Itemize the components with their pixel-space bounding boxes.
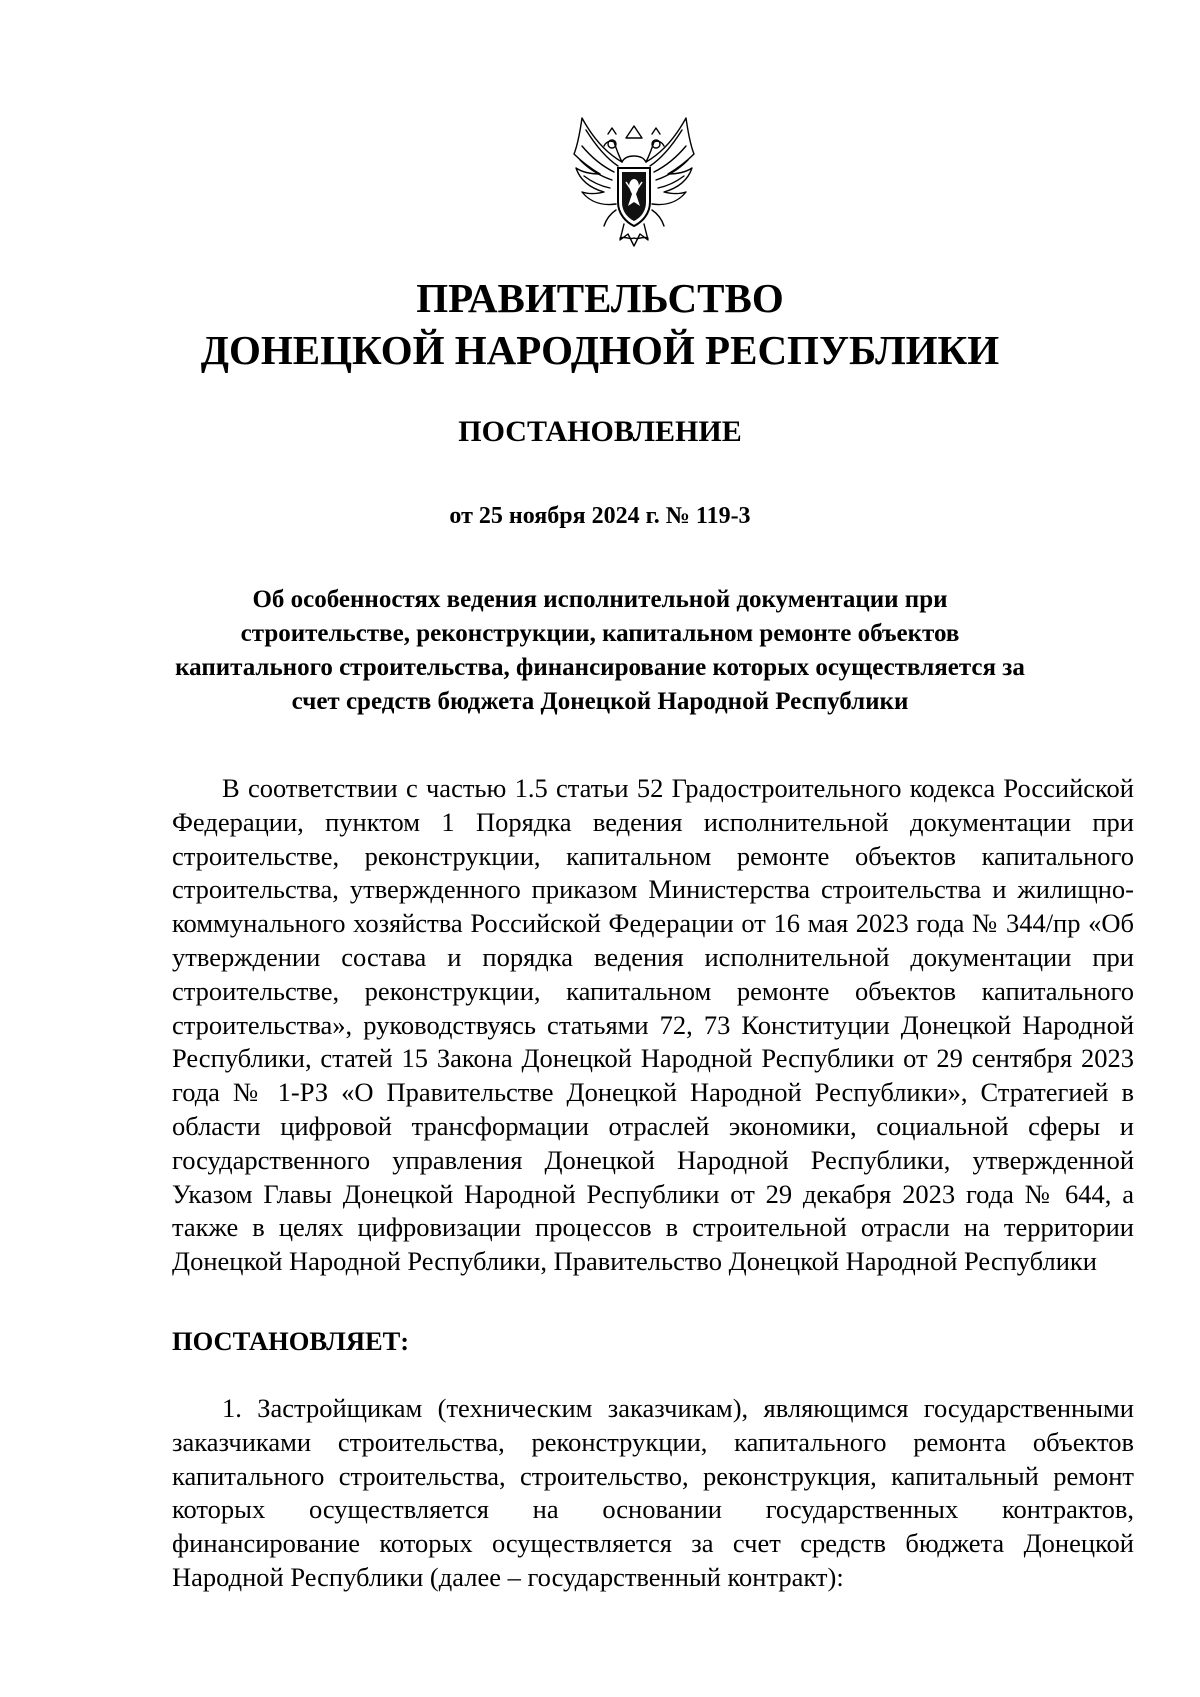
government-line-2: ДОНЕЦКОЙ НАРОДНОЙ РЕСПУБЛИКИ xyxy=(200,327,1000,373)
title-line: Об особенностях ведения исполнительной документации при xyxy=(252,586,948,613)
title-line: капитального строительства, финансирование которых осуществляется за xyxy=(175,654,1025,681)
preamble-paragraph: В соответствии с частью 1.5 статьи 52 Градостроительного кодекса Российской Федерации, пунктом 1 Порядка ведения исполнительной документации при строительстве, реконструкции, капитальном ремонте объектов капитального строительства, утвержденного приказом Министерства строительства и жилищно-коммунального хозяйства Российской Федерации от 16 мая 2023 года № 344/пр «Об утверждении состава и порядка ведения исполнительной документации при строительстве, реконструкции, капитальном ремонте объектов капитального строительства», руководствуясь статьями 72, 73 Конституции Донецкой Народной Республики, статей 15 Закона Донецкой Народной Республики от 29 сентября 2023 года № 1-РЗ «О Правительстве Донецкой Народной Республики», Стратегией в области цифровой трансформации отраслей экономики, социальной сферы и государственного управления Донецкой Народной Республики, утвержденной Указом Главы Донецкой Народной Республики от 29 декабря 2023 года № 644, а также в целях цифровизации процессов в строительной отрасли на территории Донецкой Народной Республики, Правительство Донецкой Народной Республики xyxy=(172,773,1134,1277)
decree-word: ПОСТАНОВЛЯЕТ: xyxy=(172,1326,410,1356)
document-date-number: от 25 ноября 2024 г. № 119-3 xyxy=(449,503,751,529)
coat-of-arms-icon xyxy=(560,110,708,258)
document-type: ПОСТАНОВЛЕНИЕ xyxy=(458,415,742,448)
title-line: счет средств бюджета Донецкой Народной Республики xyxy=(291,688,909,715)
government-line-1: ПРАВИТЕЛЬСТВО xyxy=(416,275,784,321)
clause-1-paragraph: 1. Застройщикам (техническим заказчикам), являющимся государственными заказчиками строительства, реконструкции, капитального ремонта объектов капитального строительства, строительство, реконструкция, капитальный ремонт которых осуществляется на основании государственных контрактов, финансирование которых осуществляется за счет средств бюджета Донецкой Народной Республики (далее – государственный контракт): xyxy=(172,1393,1134,1592)
government-heading xyxy=(0,272,1200,376)
document-title xyxy=(160,583,1040,719)
title-line: строительстве, реконструкции, капитальном ремонте объектов xyxy=(240,620,960,647)
